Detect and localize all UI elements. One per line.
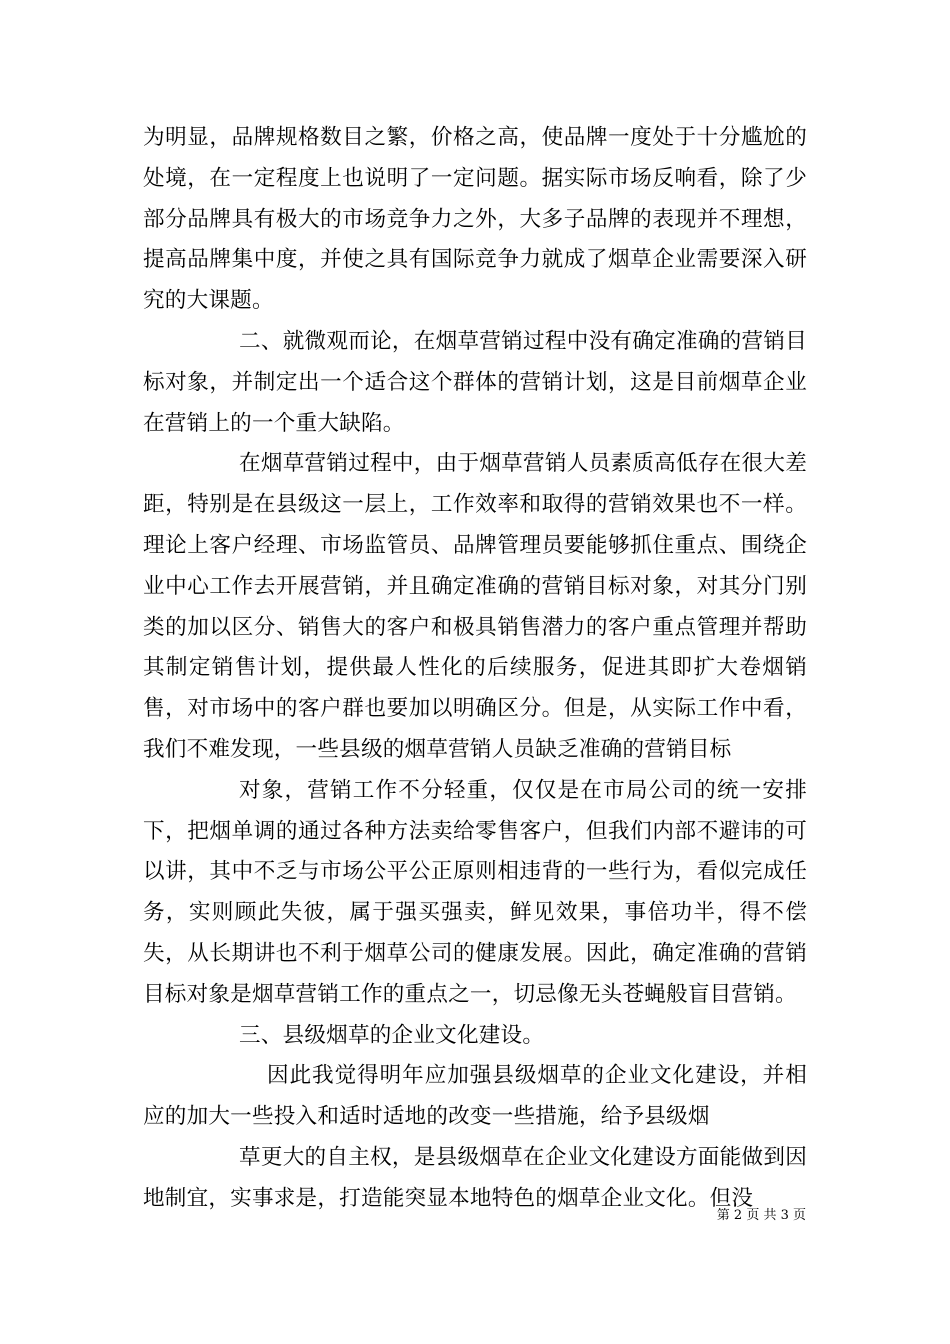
paragraph-6: 因此我觉得明年应加强县级烟草的企业文化建设，并相应的加大一些投入和适时适地的改变一些措施，给予县级烟 [143,1063,807,1130]
paragraph-1: 为明显，品牌规格数目之繁，价格之高，使品牌一度处于十分尴尬的处境，在一定程度上也说明了一定问题。据实际市场反响看，除了少部分品牌具有极大的市场竞争力之外，大多子品牌的表现并不理想，提高品牌集中度，并使之具有国际竞争力就成了烟草企业需要深入研究的大课题。 [143,125,807,314]
paragraph-7: 草更大的自主权，是县级烟草在企业文化建设方面能做到因地制宜，实事求是，打造能突显本地特色的烟草企业文化。但没 [143,1144,807,1211]
paragraph-4: 对象，营销工作不分轻重，仅仅是在市局公司的统一安排下，把烟单调的通过各种方法卖给零售客户，但我们内部不避讳的可以讲，其中不乏与市场公平公正原则相违背的一些行为，看似完成任务，实则顾此失彼，属于强买强卖，鲜见效果，事倍功半，得不偿失，从长期讲也不利于烟草公司的健康发展。因此，确定准确的营销目标对象是烟草营销工作的重点之一，切忌像无头苍蝇般盲目营销。 [143,777,807,1007]
paragraph-2: 二、就微观而论，在烟草营销过程中没有确定准确的营销目标对象，并制定出一个适合这个群体的营销计划，这是目前烟草企业在营销上的一个重大缺陷。 [143,328,807,436]
paragraph-3: 在烟草营销过程中，由于烟草营销人员素质高低存在很大差距，特别是在县级这一层上，工作效率和取得的营销效果也不一样。理论上客户经理、市场监管员、品牌管理员要能够抓住重点、围绕企业中心工作去开展营销，并且确定准确的营销目标对象，对其分门别类的加以区分、销售大的客户和极具销售潜力的客户重点管理并帮助其制定销售计划，提供最人性化的后续服务，促进其即扩大卷烟销售，对市场中的客户群也要加以明确区分。但是，从实际工作中看，我们不难发现，一些县级的烟草营销人员缺乏准确的营销目标 [143,451,807,762]
page-number-footer: 第 2 页 共 3 页 [716,1208,806,1223]
document-body [143,118,807,1220]
paragraph-5: 三、县级烟草的企业文化建设。 [239,1022,545,1048]
